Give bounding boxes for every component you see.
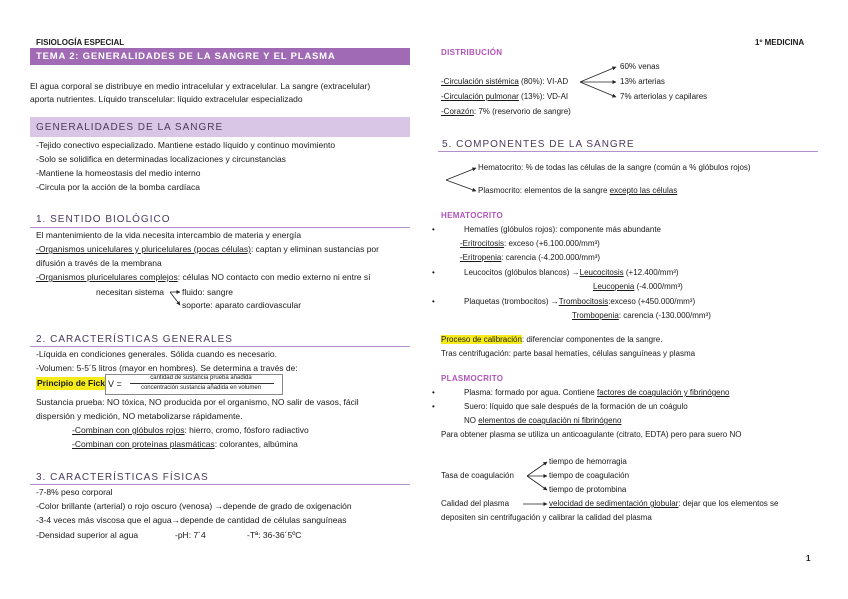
- fick-label: Principio de Fick: [37, 378, 106, 388]
- distribucion-arrow-venas: [580, 67, 616, 82]
- trombocitosis-label: Trombocitosis: [558, 297, 609, 306]
- sentido-line-1: El mantenimiento de la vida necesita intercambio de materia y energía: [36, 230, 302, 240]
- componentes-title: 5. COMPONENTES DE LA SANGRE: [442, 139, 635, 150]
- eritrocitosis-label: -Eritrocitosis: [460, 239, 505, 248]
- eritropenia-text: : carencia (-4.200.000/mm³): [501, 253, 601, 262]
- fick-numerator: cantidad de sustancia prueba añadida: [150, 375, 252, 381]
- plasmocrito-def-text: Plasmocrito: elementos de la sangre: [478, 186, 610, 195]
- eritropenia-label: -Eritropenia: [460, 253, 502, 262]
- sentido-title: 1. SENTIDO BIOLÓGICO: [36, 214, 171, 225]
- caracteristicas-line-4: dispersión y medición, NO metabolizarse rápidamente.: [36, 411, 243, 421]
- leucopenia-text: (-4.000/mm³): [634, 282, 683, 291]
- calibracion-text: : diferenciar componentes de la sangre.: [521, 335, 663, 344]
- page-number: 1: [806, 554, 811, 563]
- unicelulares-label: -Organismos unicelulares y pluricelulares (pocas células): [36, 244, 251, 254]
- course-name: FISIOLOGÍA ESPECIAL: [36, 38, 125, 47]
- sistema-arrow-soporte: [170, 292, 180, 305]
- proteinas-text: : colorantes, albúmina: [214, 439, 298, 449]
- globulos-text: : hierro, cromo, fósforo radiactivo: [184, 425, 309, 435]
- plasmocrito-def-underlined: excepto las células: [609, 186, 678, 195]
- pluricelulares-text: : células NO contacto con medio externo ni entre sí: [177, 272, 371, 282]
- hematies-text: Hematíes (glóbulos rojos): componente más abundante: [464, 225, 661, 234]
- topic-title: TEMA 2: GENERALIDADES DE LA SANGRE Y EL PLASMA: [36, 51, 336, 62]
- tiempo-hemorragia: tiempo de hemorragia: [549, 457, 627, 466]
- fluido-sangre: fluido: sangre: [182, 287, 234, 297]
- leucocitos-text: Leucocitos (glóbulos blancos) →: [464, 268, 580, 277]
- tiempo-coagulacion: tiempo de coagulación: [549, 471, 630, 480]
- intro-line-2: aporta nutrientes. Líquido transcelular: líquido extracelular especializado: [30, 94, 303, 104]
- obtener-plasma-line: Para obtener plasma se utiliza un anticoagulante (citrato, EDTA) pero para suero NO: [441, 430, 742, 439]
- caracteristicas-title: 2. CARACTERÍSTICAS GENERALES: [36, 334, 233, 345]
- eritrocitosis-text: : exceso (+6.100.000/mm³): [504, 239, 600, 248]
- distribucion-venas: 60% venas: [620, 62, 660, 71]
- fick-v: V =: [108, 379, 122, 389]
- plaquetas-text: Plaquetas (trombocitos) →: [464, 297, 559, 306]
- componentes-arrow-hematocrito: [446, 168, 476, 180]
- suero-no-text: NO: [464, 416, 479, 425]
- distribucion-arteriolas: 7% arteriolas y capilares: [620, 92, 708, 101]
- distribucion-title: DISTRIBUCIÓN: [441, 48, 503, 57]
- sistemica-label: -Circulación sistémica: [441, 77, 519, 86]
- componentes-arrow-plasmocrito: [446, 180, 476, 191]
- pluricelulares-label: -Organismos pluricelulares complejos: [36, 272, 178, 282]
- caracteristicas-line-3: Sustancia prueba: NO tóxica, NO producida por el organismo, NO salir de vasos, fácil: [36, 397, 359, 407]
- suero-no-underlined: elementos de coagulación ni fibrinógeno: [478, 416, 622, 425]
- centrifugacion-line: Tras centrifugación: parte basal hematíes, células sanguíneas y plasma: [441, 349, 696, 358]
- leucocitosis-text: (+12.400/mm³): [623, 268, 679, 277]
- sedimentacion-underlined: velocidad de sedimentación globular: [549, 499, 679, 508]
- distribucion-arterias: 13% arterias: [620, 77, 665, 86]
- fisicas-densidad: -Densidad superior al agua: [36, 530, 139, 540]
- proteinas-label: -Combinan con proteínas plasmáticas: [72, 439, 215, 449]
- generalidades-item-4: -Circula por la acción de la bomba cardíaca: [36, 182, 200, 192]
- suero-text: Suero: líquido que sale después de la formación de un coágulo: [464, 402, 688, 411]
- leucocitosis-label: Leucocitosis: [579, 268, 624, 277]
- caracteristicas-line-1: -Líquida en condiciones generales. Sólida cuando es necesario.: [36, 349, 277, 359]
- hematocrito-definition: Hematocrito: % de todas las células de la sangre (común a % glóbulos rojos): [478, 163, 751, 172]
- corazon-label: -Corazón: [441, 107, 474, 116]
- tasa-arrow-protombina: [527, 476, 547, 490]
- tasa-arrow-hemorragia: [527, 462, 547, 476]
- generalidades-title: GENERALIDADES DE LA SANGRE: [36, 122, 224, 133]
- tiempo-protombina: tiempo de protombina: [549, 485, 627, 494]
- plasma-text: Plasma: formado por agua. Contiene: [464, 388, 597, 397]
- plasma-underlined: factores de coagulación y fibrinógeno: [596, 388, 730, 397]
- pulmonar-text: (13%): VD-AI: [518, 92, 569, 101]
- fisicas-ph: -pH: 7´4: [175, 530, 206, 540]
- soporte-cardiovascular: soporte: aparato cardiovascular: [182, 300, 302, 310]
- trombopenia-text: : carencia (-130.000/mm³): [618, 311, 711, 320]
- sentido-unicelulares-cont: difusión a través de la membrana: [36, 258, 162, 268]
- generalidades-item-3: -Mantiene la homeostasis del medio interno: [36, 168, 201, 178]
- fisicas-line-3: -3-4 veces más viscosa que el agua→depende de cantidad de células sanguíneas: [36, 515, 347, 525]
- calidad-cont: depositen sin centrifugación y calibrar la calidad del plasma: [441, 513, 652, 522]
- fisicas-title: 3. CARACTERÍSTICAS FÍSICAS: [36, 472, 209, 483]
- necesitan-sistema: necesitan sistema: [96, 287, 165, 297]
- fisicas-line-2: -Color brillante (arterial) o rojo oscuro (venosa) →depende de grado de oxigenación: [36, 501, 352, 511]
- unicelulares-text: : captan y eliminan sustancias por: [250, 244, 379, 254]
- hematocrito-subtitle: HEMATOCRITO: [441, 211, 503, 220]
- sistemica-text: (80%): VI-AD: [518, 77, 569, 86]
- tasa-coagulacion: Tasa de coagulación: [441, 471, 514, 480]
- caracteristicas-line-2: -Volumen: 5-5´5 litros (mayor en hombres). Se determina a través de:: [36, 363, 298, 373]
- intro-line-1: El agua corporal se distribuye en medio intracelular y extracelular. La sangre (extracelular): [30, 81, 371, 91]
- plasmocrito-subtitle: PLASMOCRITO: [441, 374, 504, 383]
- fick-denominator: concentración sustancia añadida en volumen: [140, 385, 262, 391]
- pulmonar-label: -Circulación pulmonar: [441, 92, 519, 101]
- trombocitosis-text: :exceso (+450.000/mm³): [608, 297, 696, 306]
- generalidades-item-1: -Tejido conectivo especializado. Mantiene estado líquido y continuo movimiento: [36, 140, 336, 150]
- course-year: 1º MEDICINA: [755, 38, 805, 47]
- trombopenia-label: Trombopenia: [572, 311, 619, 320]
- corazon-text: : 7% (reservorio de sangre): [473, 107, 571, 116]
- sedimentacion-text: : dejar que los elementos se: [678, 499, 779, 508]
- fisicas-line-1: -7-8% peso corporal: [36, 487, 113, 497]
- leucopenia-label: Leucopenia: [593, 282, 635, 291]
- distribucion-arrow-arteriolas: [580, 82, 616, 97]
- calidad-plasma: Calidad del plasma: [441, 499, 510, 508]
- calibracion-label: Proceso de calibración: [441, 335, 522, 344]
- generalidades-item-2: -Solo se solidifica en determinadas localizaciones y circunstancias: [36, 154, 286, 164]
- globulos-label: -Combinan con glóbulos rojos: [72, 425, 185, 435]
- fisicas-temperatura: -Tª: 36-36´5ºC: [247, 530, 302, 540]
